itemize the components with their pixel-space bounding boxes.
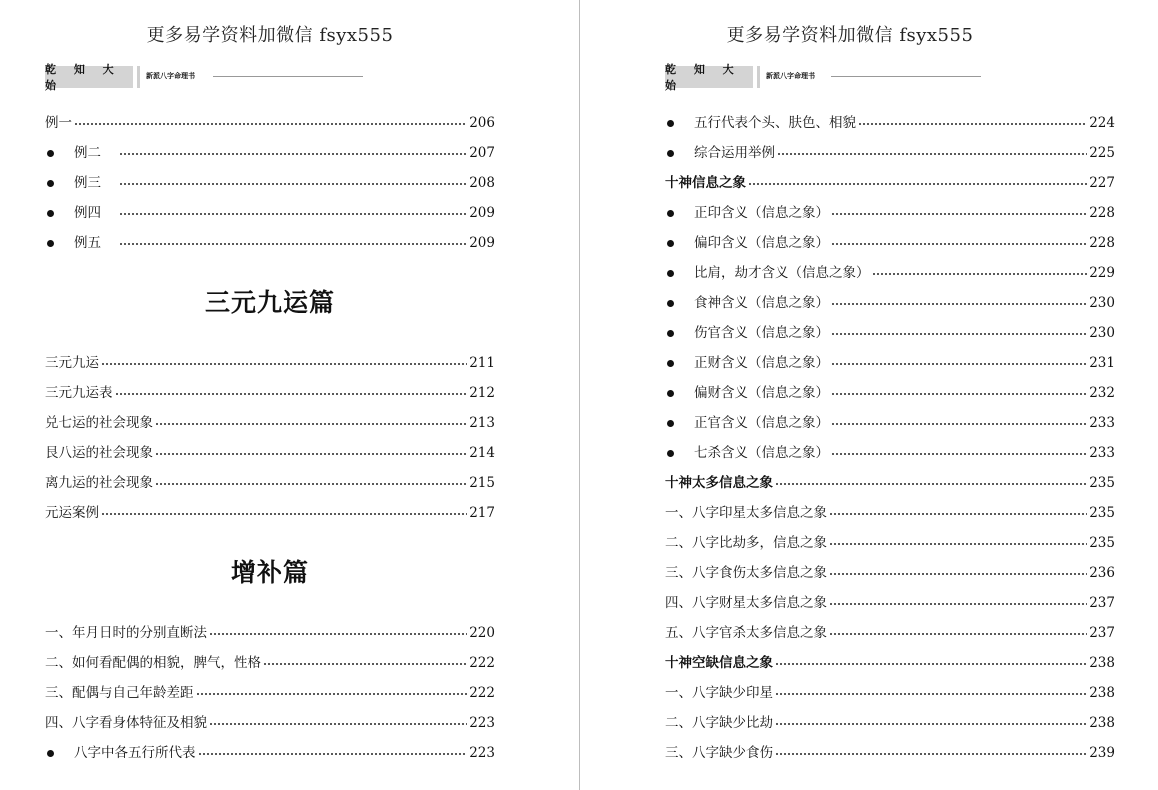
dot-leader (119, 243, 467, 245)
dot-leader (775, 693, 1087, 695)
toc-entry-label: 二、八字缺少比劫 (665, 715, 773, 731)
dot-leader (829, 603, 1087, 605)
dot-leader (198, 753, 468, 755)
toc-entry[interactable] (45, 623, 495, 643)
toc-entry[interactable] (665, 113, 1115, 133)
bullet-icon (47, 750, 54, 757)
bullet-icon (47, 210, 54, 217)
toc-entry-page: 237 (1089, 595, 1115, 611)
toc-entry[interactable] (45, 143, 495, 163)
dot-leader (263, 663, 467, 665)
toc-entry-page: 215 (469, 475, 495, 491)
toc-entry[interactable] (665, 743, 1115, 763)
dot-leader (831, 453, 1087, 455)
dot-leader (196, 693, 468, 695)
brand-rule (831, 76, 981, 77)
dot-leader (831, 333, 1087, 335)
page-header: 更多易学资料加微信 fsyx555 (146, 25, 394, 46)
toc-entry[interactable] (665, 473, 1115, 493)
toc-entry[interactable] (45, 233, 495, 253)
toc-entry-label: 一、八字缺少印星 (665, 685, 773, 701)
brand-separator (137, 66, 140, 88)
toc-entry-page: 209 (469, 205, 495, 221)
toc-entry[interactable] (665, 443, 1115, 463)
toc-entry-label: 离九运的社会现象 (45, 475, 153, 491)
dot-leader (831, 363, 1087, 365)
toc-entry[interactable] (45, 473, 495, 493)
toc-entry[interactable] (665, 683, 1115, 703)
bullet-icon (667, 390, 674, 397)
toc-entry[interactable] (665, 383, 1115, 403)
toc-entry-page: 227 (1089, 175, 1115, 191)
bullet-icon (667, 270, 674, 277)
toc-entry[interactable] (45, 413, 495, 433)
bullet-icon (47, 150, 54, 157)
bullet-icon (667, 450, 674, 457)
toc-entry-page: 208 (469, 175, 495, 191)
toc-entry-label: 十神信息之象 (665, 175, 746, 191)
brand-logo: 乾 知 大 始 (45, 66, 133, 88)
dot-leader (831, 393, 1087, 395)
toc-entry-label: 元运案例 (45, 505, 99, 521)
dot-leader (155, 483, 467, 485)
toc-entry-label: 食神含义（信息之象） (694, 295, 829, 311)
toc-entry[interactable] (665, 203, 1115, 223)
toc-entry-label: 十神太多信息之象 (665, 475, 773, 491)
bullet-icon (667, 300, 674, 307)
toc-entry-page: 229 (1089, 265, 1115, 281)
dot-leader (829, 573, 1087, 575)
toc-entry-label: 五、八字官杀太多信息之象 (665, 625, 827, 641)
toc-entry-label: 四、八字看身体特征及相貌 (45, 715, 207, 731)
brand-subtitle: 新派八字命理书 (766, 71, 815, 80)
toc-entry-page: 237 (1089, 625, 1115, 641)
brand-separator (757, 66, 760, 88)
toc-entry-label: 综合运用举例 (694, 145, 775, 161)
toc-entry-label: 二、如何看配偶的相貌，脾气，性格 (45, 655, 261, 671)
bullet-icon (667, 330, 674, 337)
toc-entry[interactable] (665, 713, 1115, 733)
toc-entry-page: 235 (1089, 475, 1115, 491)
dot-leader (155, 453, 467, 455)
dot-leader (831, 423, 1087, 425)
toc-entry-page: 223 (469, 715, 495, 731)
dot-leader (831, 243, 1087, 245)
toc-entry-page: 233 (1089, 445, 1115, 461)
toc-entry-label: 三、八字缺少食伤 (665, 745, 773, 761)
dot-leader (775, 723, 1087, 725)
toc-entry[interactable] (45, 743, 495, 763)
dot-leader (829, 543, 1087, 545)
toc-entry-label: 艮八运的社会现象 (45, 445, 153, 461)
toc-entry-page: 217 (469, 505, 495, 521)
toc-entry-label: 十神空缺信息之象 (665, 655, 773, 671)
dot-leader (829, 513, 1087, 515)
toc-entry-page: 236 (1089, 565, 1115, 581)
toc-entry-page: 230 (1089, 325, 1115, 341)
dot-leader (209, 633, 467, 635)
toc-entry-label: 正印含义（信息之象） (694, 205, 829, 221)
toc-entry-page: 212 (469, 385, 495, 401)
toc-entry-label: 二、八字比劫多，信息之象 (665, 535, 827, 551)
toc-entry[interactable] (45, 383, 495, 403)
toc-entry-label: 一、八字印星太多信息之象 (665, 505, 827, 521)
dot-leader (831, 213, 1087, 215)
toc-entry[interactable] (665, 233, 1115, 253)
toc-entry[interactable] (665, 533, 1115, 553)
toc-entry-label: 例二 (74, 145, 101, 161)
dot-leader (119, 183, 467, 185)
toc-entry-page: 232 (1089, 385, 1115, 401)
bullet-icon (47, 240, 54, 247)
toc-entry-page: 207 (469, 145, 495, 161)
toc-entry[interactable] (665, 323, 1115, 343)
toc-entry-page: 230 (1089, 295, 1115, 311)
dot-leader (74, 123, 467, 125)
toc-entry-page: 209 (469, 235, 495, 251)
toc-entry[interactable] (665, 503, 1115, 523)
toc-entry-label: 比肩，劫才含义（信息之象） (694, 265, 870, 281)
dot-leader (829, 633, 1087, 635)
toc-entry[interactable] (45, 683, 495, 703)
dot-leader (101, 513, 467, 515)
toc-entry-label: 正财含义（信息之象） (694, 355, 829, 371)
bullet-icon (667, 120, 674, 127)
toc-entry[interactable] (665, 263, 1115, 283)
toc-entry-page: 235 (1089, 505, 1115, 521)
brand-subtitle: 新派八字命理书 (146, 71, 195, 80)
page-header: 更多易学资料加微信 fsyx555 (726, 25, 974, 46)
toc-entry-label: 偏印含义（信息之象） (694, 235, 829, 251)
bullet-icon (667, 210, 674, 217)
toc-entry-page: 239 (1089, 745, 1115, 761)
toc-entry-page: 231 (1089, 355, 1115, 371)
toc-entry-label: 正官含义（信息之象） (694, 415, 829, 431)
toc-entry[interactable] (665, 593, 1115, 613)
bullet-icon (667, 240, 674, 247)
toc-entry[interactable] (665, 623, 1115, 643)
bullet-icon (47, 180, 54, 187)
toc-entry[interactable] (665, 353, 1115, 373)
dot-leader (101, 363, 467, 365)
section-title-zengbu: 增补篇 (230, 558, 309, 587)
toc-entry-page: 228 (1089, 205, 1115, 221)
bullet-icon (667, 360, 674, 367)
toc-entry[interactable] (665, 653, 1115, 673)
toc-entry-label: 三、配偶与自己年龄差距 (45, 685, 194, 701)
dot-leader (115, 393, 468, 395)
right-page (580, 0, 1158, 790)
toc-entry[interactable] (45, 503, 495, 523)
dot-leader (775, 483, 1087, 485)
dot-leader (777, 153, 1087, 155)
dot-leader (119, 153, 467, 155)
dot-leader (775, 753, 1087, 755)
toc-entry-label: 例四 (74, 205, 101, 221)
toc-entry-label: 四、八字财星太多信息之象 (665, 595, 827, 611)
toc-entry[interactable] (665, 413, 1115, 433)
toc-entry[interactable] (45, 443, 495, 463)
toc-entry[interactable] (665, 173, 1115, 193)
bullet-icon (667, 150, 674, 157)
brand-rule (213, 76, 363, 77)
toc-entry[interactable] (45, 353, 495, 373)
toc-entry-label: 八字中各五行所代表 (74, 745, 196, 761)
dot-leader (775, 663, 1087, 665)
toc-entry[interactable] (665, 563, 1115, 583)
toc-entry[interactable] (665, 293, 1115, 313)
toc-entry-label: 三、八字食伤太多信息之象 (665, 565, 827, 581)
toc-entry[interactable] (45, 203, 495, 223)
dot-leader (858, 123, 1087, 125)
toc-entry-label: 三元九运表 (45, 385, 113, 401)
toc-entry-page: 225 (1089, 145, 1115, 161)
toc-entry[interactable] (45, 653, 495, 673)
toc-entry-label: 例五 (74, 235, 101, 251)
brand-logo: 乾 知 大 始 (665, 66, 753, 88)
toc-entry-label: 例一 (45, 115, 72, 131)
dot-leader (872, 273, 1088, 275)
toc-entry-page: 211 (469, 355, 495, 371)
section-title-sanyuan: 三元九运篇 (204, 288, 335, 317)
toc-entry[interactable] (45, 113, 495, 133)
toc-entry-page: 228 (1089, 235, 1115, 251)
toc-entry-label: 七杀含义（信息之象） (694, 445, 829, 461)
dot-leader (119, 213, 467, 215)
toc-entry[interactable] (45, 173, 495, 193)
toc-entry-page: 222 (469, 655, 495, 671)
toc-entry-label: 例三 (74, 175, 101, 191)
toc-entry-label: 三元九运 (45, 355, 99, 371)
toc-entry-page: 235 (1089, 535, 1115, 551)
toc-entry-page: 238 (1089, 715, 1115, 731)
toc-entry-page: 233 (1089, 415, 1115, 431)
toc-entry-label: 五行代表个头、肤色、相貌 (694, 115, 856, 131)
toc-entry-label: 偏财含义（信息之象） (694, 385, 829, 401)
toc-entry-page: 224 (1089, 115, 1115, 131)
toc-entry[interactable] (45, 713, 495, 733)
toc-entry-page: 220 (469, 625, 495, 641)
toc-entry-page: 223 (469, 745, 495, 761)
toc-entry-label: 兑七运的社会现象 (45, 415, 153, 431)
toc-entry-label: 一、年月日时的分别直断法 (45, 625, 207, 641)
toc-entry-page: 213 (469, 415, 495, 431)
toc-entry-page: 238 (1089, 655, 1115, 671)
toc-entry[interactable] (665, 143, 1115, 163)
toc-entry-page: 238 (1089, 685, 1115, 701)
dot-leader (831, 303, 1087, 305)
bullet-icon (667, 420, 674, 427)
toc-entry-label: 伤官含义（信息之象） (694, 325, 829, 341)
toc-entry-page: 214 (469, 445, 495, 461)
dot-leader (748, 183, 1087, 185)
dot-leader (209, 723, 467, 725)
toc-entry-page: 222 (469, 685, 495, 701)
toc-entry-page: 206 (469, 115, 495, 131)
dot-leader (155, 423, 467, 425)
